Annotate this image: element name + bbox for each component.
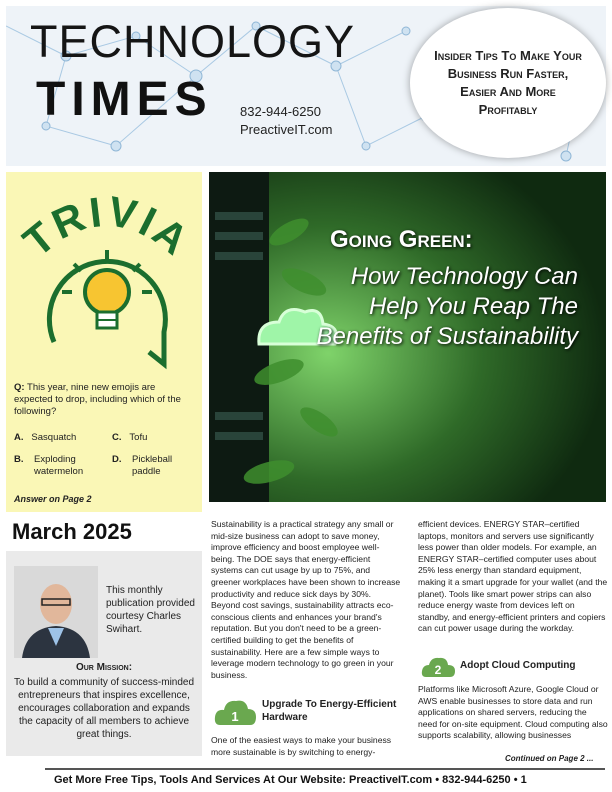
question-label: Q: — [14, 382, 25, 393]
section-2-heading: Adopt Cloud Computing — [460, 660, 576, 671]
footer-rule — [45, 768, 605, 770]
publisher-courtesy: This monthly publication provided courtesy Charles Swihart. — [106, 585, 195, 635]
article-paragraph-devices: efficient devices. ENERGY STAR–certified laptops, monitors and servers use significantly less power than older models. For example, an ENERGY STAR–certified computer uses about 25% less energy than standard equipment, making it a smart upgrade for your wallet (and the planet). Tools like smart power strips can also reduce energy waste from devices left on standby, and energy-efficient printers and copiers can cut power usage during the workday. — [418, 519, 608, 634]
hero-title: Going Green: — [330, 226, 473, 253]
section-1-number: 1 — [231, 709, 239, 724]
trivia-logo — [14, 192, 200, 372]
answer-b: B. Exploding watermelon — [14, 454, 84, 477]
answer-d: D. Pickleball paddle — [112, 454, 173, 477]
section-1-heading: Upgrade To Energy-Efficient Hardware — [262, 699, 397, 723]
trivia-word: TRIVIA — [14, 192, 200, 266]
article-paragraph-intro: Sustainability is a practical strategy any small or mid-size business can adopt to save money, improve efficiency and boost employee well-being. The DOE says that energy-efficient systems can cut usage by up to 75%, and greener workplaces have been shown to increase productivity and reduce sick days by 30%. Beyond cost savings, sustainability attracts eco-conscious clients and enhances your brand's reputation. But you don't need to be a green-certified building to get the benefits of sustainability. Here are a few simple ways to leverage modern technology to go green in your business. — [211, 519, 401, 680]
trivia-question — [14, 382, 194, 418]
section-2-number: 2 — [434, 663, 442, 677]
insider-tips-text: Insider Tips To Make Your Business Run Faster, Easier And More Profitably — [434, 48, 582, 117]
answer-c: C. Tofu — [112, 432, 148, 443]
mission-heading: Our Mission: — [75, 662, 133, 673]
section-1-badge — [212, 697, 258, 727]
section-2-badge — [420, 655, 456, 679]
masthead-title-line2: TIMES — [36, 73, 213, 126]
article-paragraph-hardware: One of the easiest ways to make your business more sustainable is by switching to energy- — [211, 735, 392, 757]
lightbulb-icon — [49, 250, 165, 364]
header-phone: 832-944-6250 — [240, 104, 321, 119]
article-paragraph-cloud: Platforms like Microsoft Azure, Google Cloud or AWS enable businesses to store data and run applications on shared servers, reducing the need for on-site equipment. Cloud computing also supports scalability, allowing businesses — [418, 684, 608, 741]
mission-statement: To build a community of success-minded entrepreneurs that inspires excellence, encourages collaboration and expands the capacity of all members to achieve great things. — [13, 677, 195, 740]
masthead-title-line1: TECHNOLOGY — [30, 16, 356, 67]
issue-date: March 2025 — [12, 519, 132, 544]
footer-text: Get More Free Tips, Tools And Services At Our Website: PreactiveIT.com • 832-944-6250 • 1 — [54, 774, 527, 786]
publisher-photo — [14, 566, 98, 658]
answer-note: Answer on Page 2 — [14, 494, 92, 504]
header-website: PreactiveIT.com — [240, 122, 333, 137]
insider-tips-badge — [410, 8, 606, 158]
hero-subtitle: How Technology Can Help You Reap The Benefits of Sustainability — [316, 263, 578, 350]
answer-a: A. Sasquatch — [14, 432, 77, 443]
continued-note: Continued on Page 2 ... — [505, 754, 594, 763]
question-text: This year, nine new emojis are expected to drop, including which of the following? — [14, 382, 181, 417]
